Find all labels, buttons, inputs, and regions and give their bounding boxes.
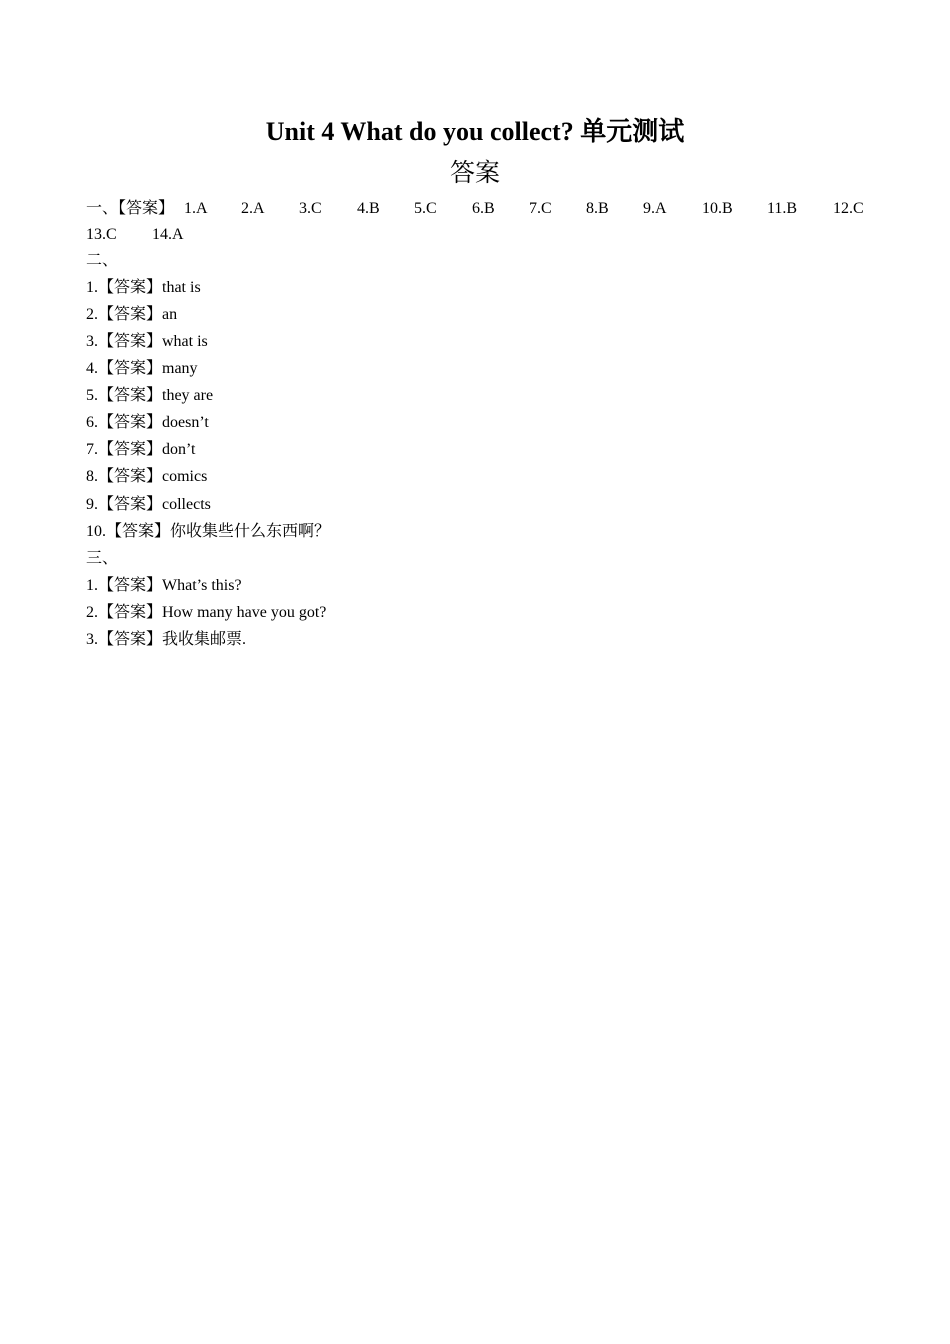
section3-heading: 三、	[86, 550, 119, 567]
section1-answer: 6.B	[472, 200, 495, 217]
section2-item: 10.【答案】你收集些什么东西啊？	[86, 523, 331, 540]
section1-answer: 7.C	[529, 200, 552, 217]
section1-answer: 12.C	[833, 200, 864, 217]
section1-answer: 3.C	[299, 200, 322, 217]
section3-item: 1.【答案】What’s this?	[86, 577, 242, 594]
section3-item: 3.【答案】我收集邮票.	[86, 631, 247, 648]
section1-answer: 8.B	[586, 200, 609, 217]
section1-answer: 14.A	[152, 226, 184, 243]
section3-item: 2.【答案】How many have you got?	[86, 604, 327, 621]
section2-item: 2.【答案】an	[86, 306, 178, 323]
section1-answer: 2.A	[241, 200, 265, 217]
section2-item: 6.【答案】doesn’t	[86, 414, 209, 431]
section1-answer: 10.B	[702, 200, 733, 217]
section2-heading: 二、	[86, 252, 119, 269]
section1-answer: 4.B	[357, 200, 380, 217]
section1-answer: 11.B	[767, 200, 798, 217]
section2-item: 9.【答案】collects	[86, 496, 211, 513]
section1-answer: 5.C	[414, 200, 437, 217]
section2-item: 4.【答案】many	[86, 360, 198, 377]
page-subtitle: 答案	[449, 158, 500, 187]
section2-item: 3.【答案】what is	[86, 333, 208, 350]
section1-answer: 1.A	[184, 200, 208, 217]
section1-heading: 一、【答案】	[86, 200, 175, 217]
section1-answer: 9.A	[643, 200, 667, 217]
section2-item: 8.【答案】comics	[86, 468, 208, 485]
section2-item: 5.【答案】they are	[86, 387, 214, 404]
page-title: Unit 4 What do you collect? 单元测试	[265, 117, 685, 146]
section2-item: 1.【答案】that is	[86, 279, 201, 296]
section2-item: 7.【答案】don’t	[86, 441, 196, 458]
section1-answer: 13.C	[86, 226, 117, 243]
